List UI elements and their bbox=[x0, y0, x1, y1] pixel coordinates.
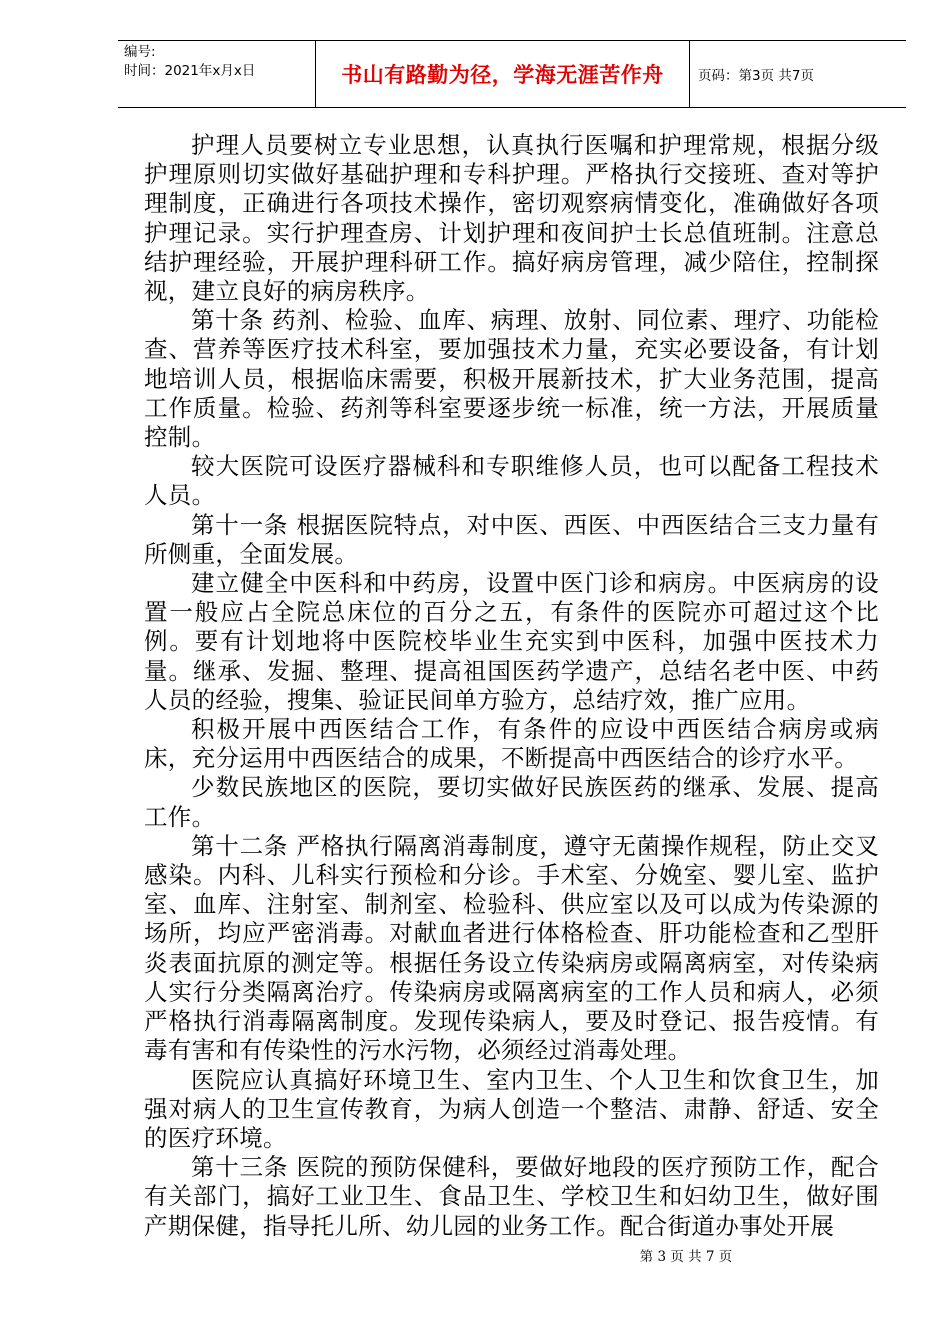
paragraph: 护理人员要树立专业思想，认真执行医嘱和护理常规，根据分级护理原则切实做好基础护理和专科护理。严格执行交接班、查对等护理制度，正确进行各项技术操作，密切观察病情变化，准确做好各项护理记录。实行护理查房、计划护理和夜间护士长总值班制。注意总结护理经验，开展护理科研工作。搞好病房管理，减少陪住，控制探视，建立良好的病房秩序。 bbox=[144, 131, 879, 306]
document-body bbox=[144, 131, 879, 1241]
paragraph: 建立健全中医科和中药房，设置中医门诊和病房。中医病房的设置一般应占全院总床位的百分之五，有条件的医院亦可超过这个比例。要有计划地将中医院校毕业生充实到中医科，加强中医技术力量。继承、发掘、整理、提高祖国医药学遗产，总结名老中医、中药人员的经验，搜集、验证民间单方验方，总结疗效，推广应用。 bbox=[144, 569, 879, 714]
time-label: 时间：2021年x月x日 bbox=[124, 63, 256, 79]
paragraph: 第十二条 严格执行隔离消毒制度，遵守无菌操作规程，防止交叉感染。内科、儿科实行预检和分诊。手术室、分娩室、婴儿室、监护室、血库、注射室、制剂室、检验科、供应室以及可以成为传染源的场所，均应严密消毒。对献血者进行体格检查、肝功能检查和乙型肝炎表面抗原的测定等。根据任务设立传染病房或隔离病室，对传染病人实行分类隔离治疗。传染病房或隔离病室的工作人员和病人，必须严格执行消毒隔离制度。发现传染病人，要及时登记、报告疫情。有毒有害和有传染性的污水污物，必须经过消毒处理。 bbox=[144, 831, 879, 1065]
paragraph: 积极开展中西医结合工作，有条件的应设中西医结合病房或病床，充分运用中西医结合的成果，不断提高中西医结合的诊疗水平。 bbox=[144, 715, 879, 773]
code-label: 编号: bbox=[124, 44, 156, 60]
footer-page-number: 第 3 页 共 7 页 bbox=[639, 1249, 733, 1265]
paragraph: 医院应认真搞好环境卫生、室内卫生、个人卫生和饮食卫生，加强对病人的卫生宣传教育，为病人创造一个整洁、肃静、舒适、安全的医疗环境。 bbox=[144, 1065, 879, 1152]
header-table bbox=[118, 40, 906, 108]
header-page-cell bbox=[690, 41, 906, 107]
paragraph: 少数民族地区的医院，要切实做好民族医药的继承、发展、提高工作。 bbox=[144, 773, 879, 831]
paragraph: 第十三条 医院的预防保健科，要做好地段的医疗预防工作，配合有关部门，搞好工业卫生、食品卫生、学校卫生和妇幼卫生，做好围产期保健，指导托儿所、幼儿园的业务工作。配合街道办事处开展 bbox=[144, 1153, 879, 1240]
header-motto-cell bbox=[315, 41, 690, 107]
paragraph: 第十一条 根据医院特点，对中医、西医、中西医结合三支力量有所侧重，全面发展。 bbox=[144, 510, 879, 568]
paragraph: 第十条 药剂、检验、血库、病理、放射、同位素、理疗、功能检查、营养等医疗技术科室，要加强技术力量，充实必要设备，有计划地培训人员，根据临床需要，积极开展新技术，扩大业务范围，提高工作质量。检验、药剂等科室要逐步统一标准，统一方法，开展质量控制。 bbox=[144, 306, 879, 452]
page-info: 页码：第3页 共7页 bbox=[698, 68, 814, 84]
page-footer bbox=[0, 1245, 950, 1265]
header-meta bbox=[118, 41, 315, 107]
motto-text: 书山有路勤为径，学海无涯苦作舟 bbox=[341, 63, 664, 87]
paragraph: 较大医院可设医疗器械科和专职维修人员，也可以配备工程技术人员。 bbox=[144, 452, 879, 510]
